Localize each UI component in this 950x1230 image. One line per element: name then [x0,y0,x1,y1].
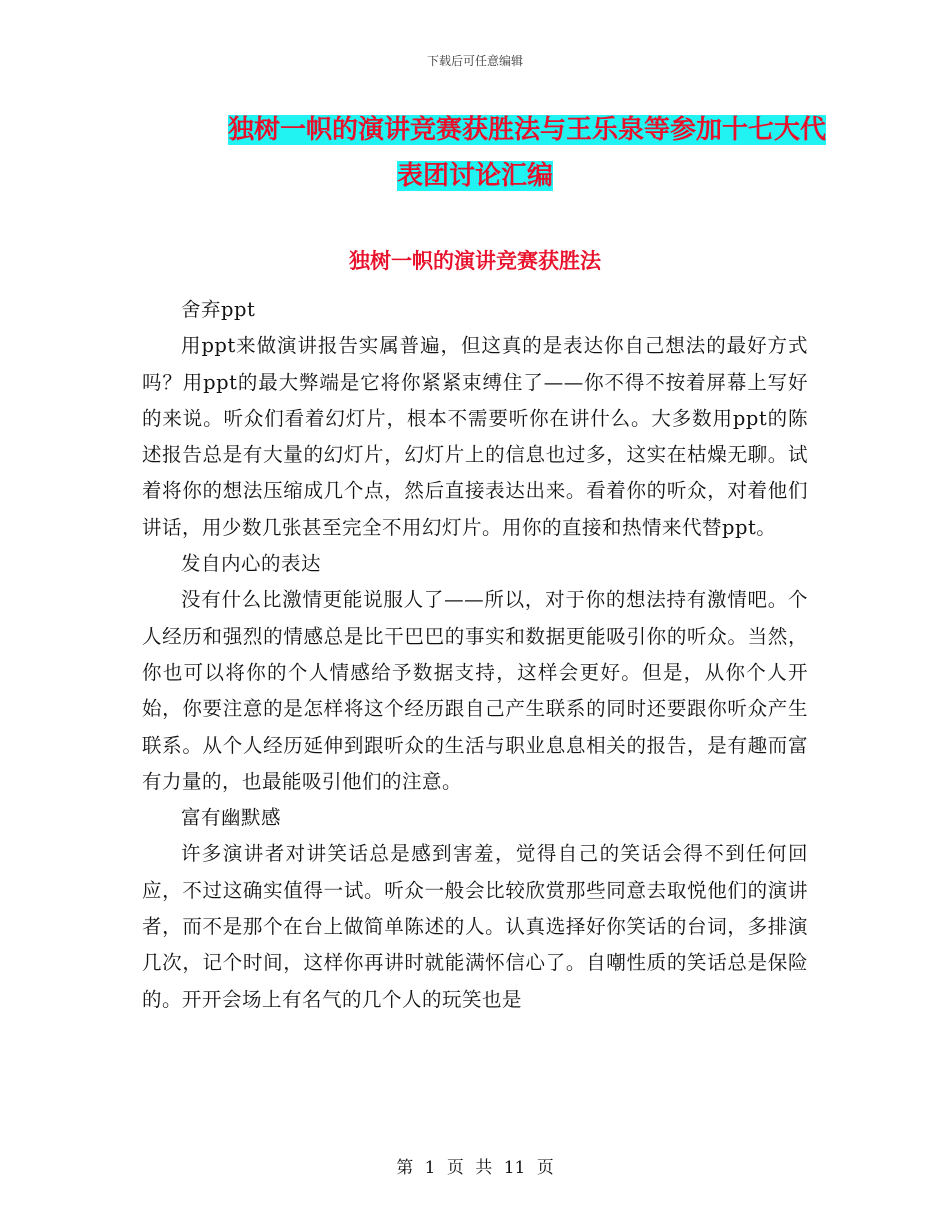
title-highlight-2: 表团讨论汇编 [396,161,553,191]
title-highlight-1: 独树一帜的演讲竞赛获胜法与王乐泉等参加十七大代 [227,115,826,145]
paragraph: 没有什么比激情更能说服人了——所以，对于你的想法持有激情吧。个人经历和强烈的情感总是比干巴巴的事实和数据更能吸引你的听众。当然，你也可以将你的个人情感给予数据支持，这样会更好。但是，从你个人开始，你要注意的是怎样将这个经历跟自己产生联系的同时还要跟你听众产生联系。从个人经历延伸到跟听众的生活与职业息息相关的报告，是有趣而富有力量的，也最能吸引他们的注意。 [142,588,808,793]
page-indicator: 第 1 页 共 11 页 [396,1158,554,1178]
paragraph: 用ppt来做演讲报告实属普遍，但这真的是表达你自己想法的最好方式吗？用ppt的最大弊端是它将你紧紧束缚住了——你不得不按着屏幕上写好的来说。听众们看着幻灯片，根本不需要听你在讲什么。大多数用ppt的陈述报告总是有大量的幻灯片，幻灯片上的信息也过多，这实在枯燥无聊。试着将你的想法压缩成几个点，然后直接表达出来。看着你的听众，对着他们讲话，用少数几张甚至完全不用幻灯片。用你的直接和热情来代替ppt。 [142,334,808,539]
paragraph: 许多演讲者对讲笑话总是感到害羞，觉得自己的笑话会得不到任何回应，不过这确实值得一试。听众一般会比较欣赏那些同意去取悦他们的演讲者，而不是那个在台上做简单陈述的人。认真选择好你笑话的台词，多排演几次，记个时间，这样你再讲时就能满怀信心了。自嘲性质的笑话总是保险的。开开会场上有名气的几个人的玩笑也是 [142,842,808,1011]
body-text [142,292,808,1018]
section-heading: 独树一帜的演讲竞赛获胜法 [349,248,601,273]
subheading-drop-ppt: 舍弃ppt [181,298,256,321]
document-title-line1 [52,110,950,150]
document-title-line2 [0,156,950,196]
subheading-heartfelt: 发自内心的表达 [181,552,322,576]
header-note: 下载后可任意编辑 [426,54,523,68]
subheading-humor: 富有幽默感 [181,806,282,830]
